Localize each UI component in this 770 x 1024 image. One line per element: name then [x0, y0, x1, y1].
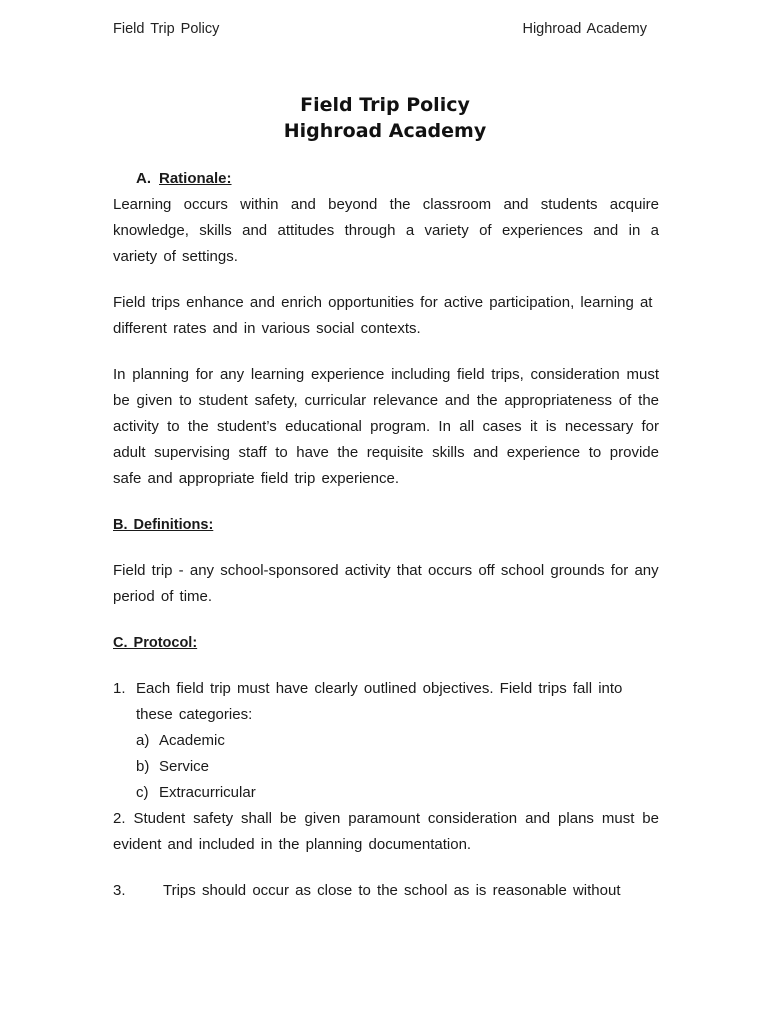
protocol-item-3-text: Trips should occur as close to the school as is reasonable without	[163, 882, 621, 899]
protocol-item-1-number: 1.	[113, 680, 126, 697]
rationale-paragraph-3: In planning for any learning experience including field trips, consideration must be given to student safety, curricular relevance and the appropriateness of the activity to the student’s educational program. In all cases it is necessary for adult supervising staff to have the requisite skills and experience to provide safe and appropriate field trip experience.	[113, 366, 659, 487]
protocol-item-2: 2. Student safety shall be given paramount consideration and plans must be evident and included in the planning documentation.	[113, 810, 659, 853]
category-label: Academic	[159, 732, 225, 749]
rationale-paragraph-2: Field trips enhance and enrich opportunities for active participation, learning at different rates and in various social contexts.	[113, 294, 653, 337]
section-a-heading	[113, 166, 659, 192]
section-a-letter: A.	[136, 170, 151, 187]
category-label: Service	[159, 758, 210, 775]
category-letter: b)	[136, 758, 150, 775]
category-item	[136, 754, 659, 780]
category-label: Extracurricular	[159, 784, 256, 801]
protocol-item-3	[113, 878, 659, 904]
category-item	[136, 728, 659, 754]
section-b-heading: B. Definitions:	[113, 517, 214, 533]
header-right-school: Highroad Academy	[522, 21, 647, 37]
protocol-item-3-number: 3.	[113, 882, 126, 899]
protocol-item-1	[113, 676, 659, 728]
category-item	[136, 780, 659, 806]
document-title	[0, 92, 770, 144]
category-letter: c)	[136, 784, 149, 801]
rationale-paragraph-1: Learning occurs within and beyond the classroom and students acquire knowledge, skills and attitudes through a variety of experiences and in a variety of settings.	[113, 196, 659, 265]
header-left-title: Field Trip Policy	[113, 21, 220, 37]
document-body	[113, 166, 659, 904]
section-c-heading: C. Protocol:	[113, 635, 198, 651]
running-header	[113, 21, 647, 37]
title-line-policy: Field Trip Policy	[300, 94, 470, 116]
category-letter: a)	[136, 732, 150, 749]
category-list	[113, 728, 659, 806]
field-trip-definition: Field trip - any school-sponsored activity that occurs off school grounds for any period of time.	[113, 562, 659, 605]
protocol-item-1-text: Each field trip must have clearly outlined objectives. Field trips fall into these categories:	[136, 680, 623, 723]
section-a-label: Rationale:	[159, 170, 232, 187]
title-line-school: Highroad Academy	[283, 120, 487, 142]
